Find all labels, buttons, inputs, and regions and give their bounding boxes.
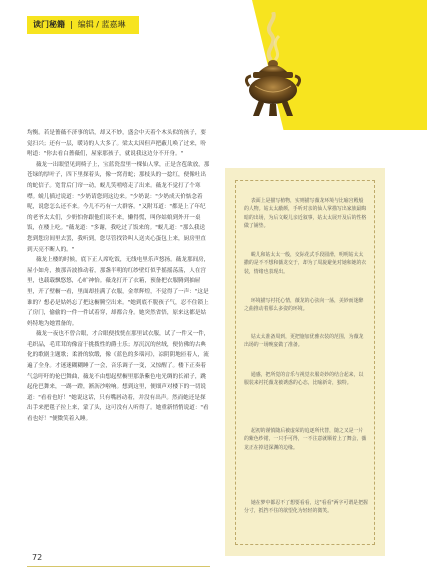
annotation-note: 她在梦中都忍不了想要看看，这"看看"两字可谓是把握分寸，抵挡不住的欲望化为轻轻的微笑。 [244,500,368,515]
annotation-note: 通感，把所觉的音乐与视觉衣服奇妙的结合起来，以服装来衬托薇龙被诱惑的心态，比喻新奇，独特。 [244,372,364,387]
annotation-sidebar [225,168,385,556]
incense-burner-illustration [233,12,313,124]
article-paragraph: 薇龙一夜也不曾合眼，才合眼便找恍在那里试衣服，试了一件又一件，毛织品，毛茸茸的像富于挑拨性的爵士乐；厚沉沉的丝绒，便仿佛的古典化的歌剧主题歌；柔滑的软缎，像《蓝色的多瑙河》，凉阴阴地匝着人，流遍了全身。才迷迷糊糊睡了一会，音乐调子一变，又惊醒了。楼下正奏着气急吁吁的伦巴舞曲，薇龙不由想起壁橱里那条紫色电光绸的长裙子，跳起伦巴舞来，一踢一蹬，淅沥沙啦响。想到这里，便细声对楼下的一切说道："看看也好！"她说这话，只有嘴唇动着，并没有出声。然而她还是探出手来把毯子拉上来，蒙了头，这可没有人听得了。她重新悄悄说道："看看也好！"便微笑着入睡。 [27,331,210,423]
article-paragraph: 均衡。若是薔薇不济事的话，却又不妙，盛会中天着个木头似的孩子，要觉扫兴；还有一层，暖诗的人大多了。梁太太因但声把蔽儿唤了过来，吩咐道："你去看白薔薇们，屋家那孩子，就说我这边分不开身。" [27,130,207,158]
annotation-note: 环境描写衬托心情，薇龙的心弦向一荡，美妙而迷醉之曲推动着那么多姿的环境。 [244,298,364,313]
article-paragraph: 薇龙上楼的时候，底下正人席吃饭，无线电里乐声悠扬。薇龙那间房，屋小如舟，披那音波推动着，那盏半明的红纱壁灯似乎摇摇荡荡，人在宫里，也载载飘悠悠，心旷神怡。薇龙打开了衣箱，预备把衣服腾到抽屉里，开了壁橱一看，里面却挂满了衣服，金翠辉煌，不觉得了一声："这是谁的？想必是姑妈忘了把这橱腾空出来。"她到底不脱孩子气，忍不住锁上了房门，偷偷的一件一件试着穿，却都合身。她突然省悟，原来这都是姑妈特地为她置备的。 [27,257,210,327]
article-paragraph: 薇龙一出眼望见到椅子上，宝蓝瓷盘里一棵仙人掌，正是含苞欲放，那苍绿的厚叶子，四下里探着头，像一窝青蛇；那枝头的一捻红，便像吐出的蛇信子。宽背后门帘一动，蜕儿笑嘻嘻走了出来。薇龙不觉打了个寒噤。蜕儿插过说道："少奶请您到这边来。"少奶说："少奶成天价惦念着呢，说您怎么还不来。今儿不巧有一大群客。"又附耳道："都是上了年纪的老爷太太们，少奶怕你跟他们谈不来，懒得慌，叫你姑娘到外开一桌饭，在楼上吃。"薇龙道："多谢，我吃过了饭来的。"蜕儿道："那么我送您到您房间里去罢，我听到，您尽管找铃叫人送夹心蛋包上来，厨房里直到天亮不断人的。" [27,161,210,253]
section-title: 读门秘籍 [33,20,65,29]
annotation-note: 姑太太准备周到，更把施加优雅衣装的范围，为薇龙出场的一场晚宴做了准备。 [244,334,364,349]
column-header [33,18,125,32]
annotation-note: 蜕儿和姑太太一般，交际花式手段圆滑，明明姑太太撒的是不不想和薇龙交于，却为了周旋避免对她和她的衣装，情绪也表现出。 [244,252,367,275]
article-body [27,128,210,425]
annotation-note: 起初的谨慎随后被虚荣的追逐所代替，随之又是一片的紫色纱裙，一只手可得，一不注意就顺着上了舞会，薇龙正在掉进深渊的边缘。 [244,428,367,451]
header-divider: | [70,20,73,29]
footer-rule [27,566,210,567]
editor-credit: 编辑 / 蓝嘉琳 [77,20,126,29]
annotation-frame [235,180,375,545]
annotation-note: 表面上是描写植物，实则描写薇龙环境与比喻宫殿般的人物。姑太太蔽颜，手听对亲的仙人掌描写出家族最晦暗的出场，为后文蜕儿亲近叙事，姑太太展开及后的性格做了铺垫。 [244,198,367,230]
page-number: 72 [32,553,43,562]
